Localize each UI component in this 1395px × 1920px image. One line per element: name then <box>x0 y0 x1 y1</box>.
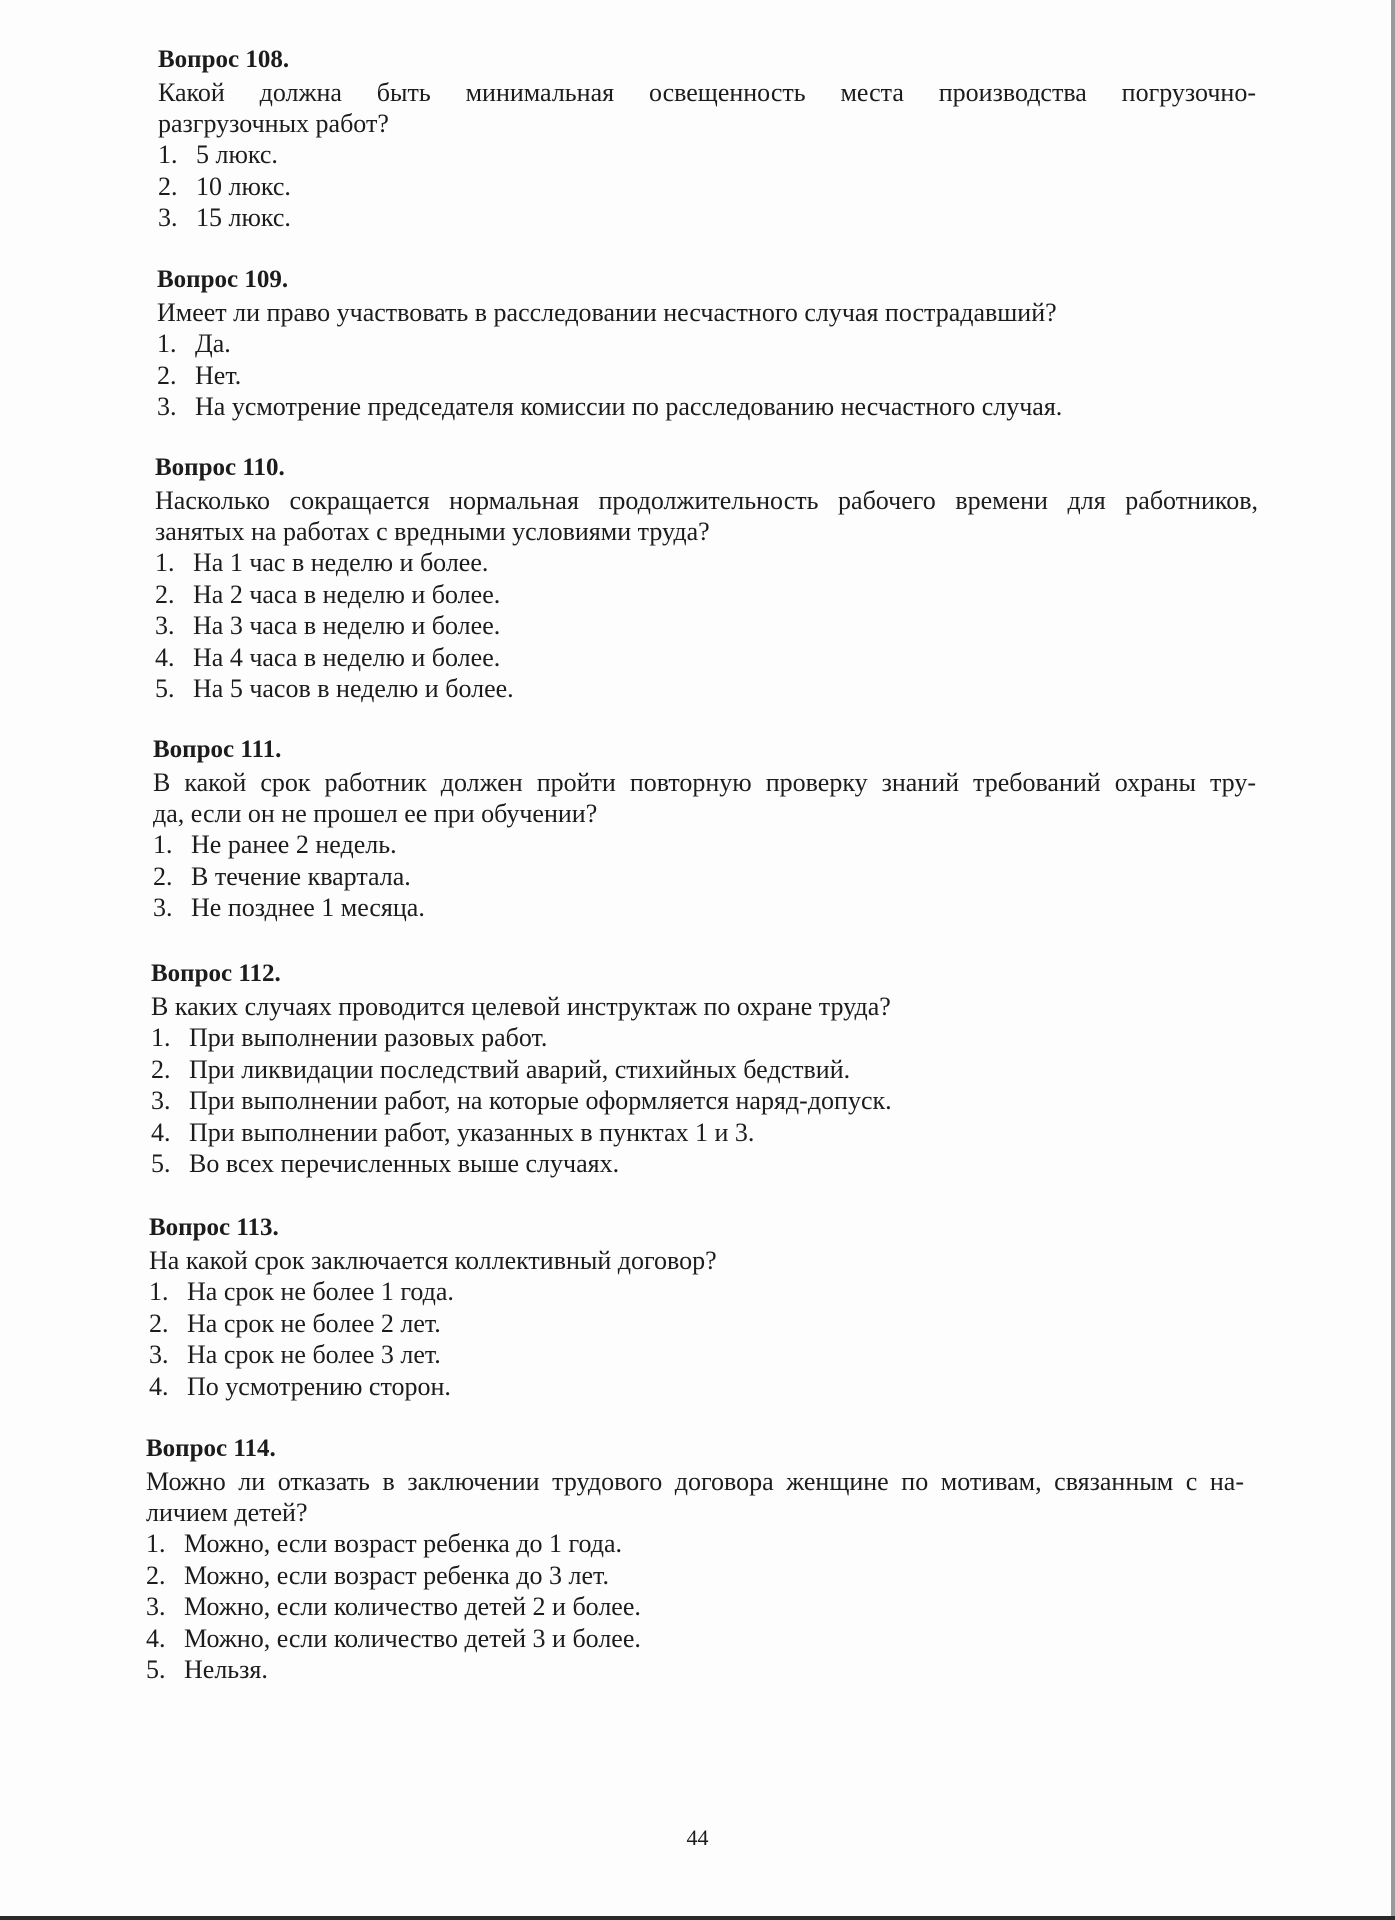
answer-option <box>151 1117 1256 1149</box>
option-label: По усмотрению сторон. <box>187 1371 451 1401</box>
option-label: Нельзя. <box>184 1655 268 1684</box>
answer-option <box>146 1528 1244 1560</box>
option-number: 3. <box>146 1592 166 1621</box>
answer-option <box>153 861 1256 893</box>
answer-option <box>155 579 1258 611</box>
option-label: 5 люкс. <box>196 140 278 169</box>
option-number: 1. <box>149 1277 169 1306</box>
answer-options <box>158 139 1256 234</box>
question-109 <box>157 264 1257 423</box>
option-number: 4. <box>151 1117 171 1147</box>
question-text-line: разгрузочных работ? <box>158 109 389 138</box>
answer-option <box>157 360 1257 392</box>
question-text: Имеет ли право участвовать в расследовании несчастного случая пострадавший? <box>157 298 1057 327</box>
option-number: 3. <box>158 203 178 232</box>
question-text-line: Насколько сокращается нормальная продолжительность рабочего времени для работников, <box>155 486 1258 515</box>
option-label: На 4 часа в неделю и более. <box>193 642 501 672</box>
scan-edge-right <box>1391 0 1395 1920</box>
answer-option <box>151 1022 1256 1054</box>
answer-option <box>146 1560 1244 1592</box>
question-title: Вопрос 111. <box>153 736 282 763</box>
question-112 <box>151 958 1256 1180</box>
option-label: 15 люкс. <box>196 203 291 232</box>
option-label: На 2 часа в неделю и более. <box>193 579 501 609</box>
answer-option <box>149 1308 1254 1340</box>
option-label: На 1 час в неделю и более. <box>193 548 489 577</box>
question-title: Вопрос 108. <box>158 46 290 73</box>
option-label: Не позднее 1 месяца. <box>191 893 425 922</box>
option-number: 1. <box>146 1529 166 1558</box>
option-number: 2. <box>153 861 173 891</box>
question-108 <box>158 44 1256 234</box>
answer-option <box>151 1085 1256 1117</box>
option-number: 2. <box>151 1054 171 1084</box>
option-number: 2. <box>146 1560 166 1590</box>
option-number: 1. <box>153 830 173 859</box>
answer-options <box>157 328 1257 423</box>
answer-option <box>155 673 1258 705</box>
option-number: 5. <box>155 674 175 703</box>
option-number: 1. <box>158 140 178 169</box>
question-title: Вопрос 114. <box>146 1435 276 1462</box>
answer-option <box>151 1148 1256 1180</box>
option-label: Можно, если количество детей 2 и более. <box>184 1592 641 1621</box>
question-title: Вопрос 113. <box>149 1214 279 1241</box>
option-number: 3. <box>151 1086 171 1115</box>
option-label: На срок не более 3 лет. <box>187 1340 441 1369</box>
option-label: Не ранее 2 недель. <box>191 830 397 859</box>
option-label: На усмотрение председателя комиссии по расследованию несчастного случая. <box>195 392 1063 421</box>
option-label: При ликвидации последствий аварий, стихийных бедствий. <box>189 1054 851 1084</box>
option-label: Нет. <box>195 360 242 390</box>
answer-option <box>155 610 1258 642</box>
option-label: При выполнении работ, указанных в пунктах 1 и 3. <box>189 1117 755 1147</box>
option-label: 10 люкс. <box>196 171 291 201</box>
option-label: Можно, если возраст ребенка до 1 года. <box>184 1529 623 1558</box>
option-number: 2. <box>158 171 178 201</box>
option-label: При выполнении разовых работ. <box>189 1023 548 1052</box>
question-text-line: да, если он не прошел ее при обучении? <box>153 799 598 828</box>
option-number: 1. <box>157 329 177 358</box>
answer-option <box>153 892 1256 924</box>
question-text: На какой срок заключается коллективный договор? <box>149 1246 717 1275</box>
option-number: 4. <box>155 642 175 672</box>
question-text-line: В какой срок работник должен пройти повторную проверку знаний требований охраны тру- <box>153 768 1256 797</box>
question-text-line: Какой должна быть минимальная освещенность места производства погрузочно- <box>158 78 1256 107</box>
question-text-line: личием детей? <box>146 1498 308 1527</box>
option-number: 5. <box>151 1149 171 1178</box>
option-number: 2. <box>155 579 175 609</box>
question-113 <box>149 1212 1254 1402</box>
question-text: В каких случаях проводится целевой инструктаж по охране труда? <box>151 992 891 1021</box>
answer-option <box>158 171 1256 203</box>
option-label: Да. <box>195 329 231 358</box>
page-number: 44 <box>686 1825 709 1850</box>
question-text-line: Можно ли отказать в заключении трудового договора женщине по мотивам, связанным с на- <box>146 1467 1244 1496</box>
question-title: Вопрос 112. <box>151 960 281 987</box>
answer-options <box>149 1276 1254 1402</box>
question-110 <box>155 452 1258 705</box>
answer-option <box>151 1054 1256 1086</box>
answer-option <box>146 1591 1244 1623</box>
option-label: На срок не более 1 года. <box>187 1277 454 1306</box>
answer-options <box>146 1528 1244 1686</box>
option-label: Можно, если количество детей 3 и более. <box>184 1623 641 1653</box>
scan-edge-bottom <box>0 1916 1395 1920</box>
option-number: 3. <box>153 893 173 922</box>
option-number: 4. <box>149 1371 169 1401</box>
answer-option <box>158 139 1256 171</box>
option-label: На срок не более 2 лет. <box>187 1308 441 1338</box>
option-number: 1. <box>155 548 175 577</box>
option-label: На 5 часов в неделю и более. <box>193 674 514 703</box>
option-label: На 3 часа в неделю и более. <box>193 611 501 640</box>
option-number: 4. <box>146 1623 166 1653</box>
option-number: 3. <box>157 392 177 421</box>
answer-option <box>155 642 1258 674</box>
question-114 <box>146 1433 1244 1686</box>
answer-option <box>149 1371 1254 1403</box>
option-number: 3. <box>155 611 175 640</box>
answer-options <box>151 1022 1256 1180</box>
option-label: Можно, если возраст ребенка до 3 лет. <box>184 1560 609 1590</box>
question-111 <box>153 734 1256 924</box>
answer-option <box>157 391 1257 423</box>
answer-option <box>155 547 1258 579</box>
option-number: 2. <box>149 1308 169 1338</box>
question-text-line: занятых на работах с вредными условиями труда? <box>155 517 710 546</box>
option-label: В течение квартала. <box>191 861 411 891</box>
answer-option <box>149 1276 1254 1308</box>
answer-option <box>157 328 1257 360</box>
option-number: 5. <box>146 1655 166 1684</box>
option-label: Во всех перечисленных выше случаях. <box>189 1149 620 1178</box>
answer-option <box>146 1623 1244 1655</box>
answer-option <box>146 1654 1244 1686</box>
option-number: 2. <box>157 360 177 390</box>
option-label: При выполнении работ, на которые оформляется наряд-допуск. <box>189 1086 892 1115</box>
answer-option <box>149 1339 1254 1371</box>
answer-options <box>153 829 1256 924</box>
answer-option <box>153 829 1256 861</box>
answer-option <box>158 202 1256 234</box>
option-number: 1. <box>151 1023 171 1052</box>
question-title: Вопрос 109. <box>157 266 289 293</box>
question-title: Вопрос 110. <box>155 454 285 481</box>
answer-options <box>155 547 1258 705</box>
option-number: 3. <box>149 1340 169 1369</box>
